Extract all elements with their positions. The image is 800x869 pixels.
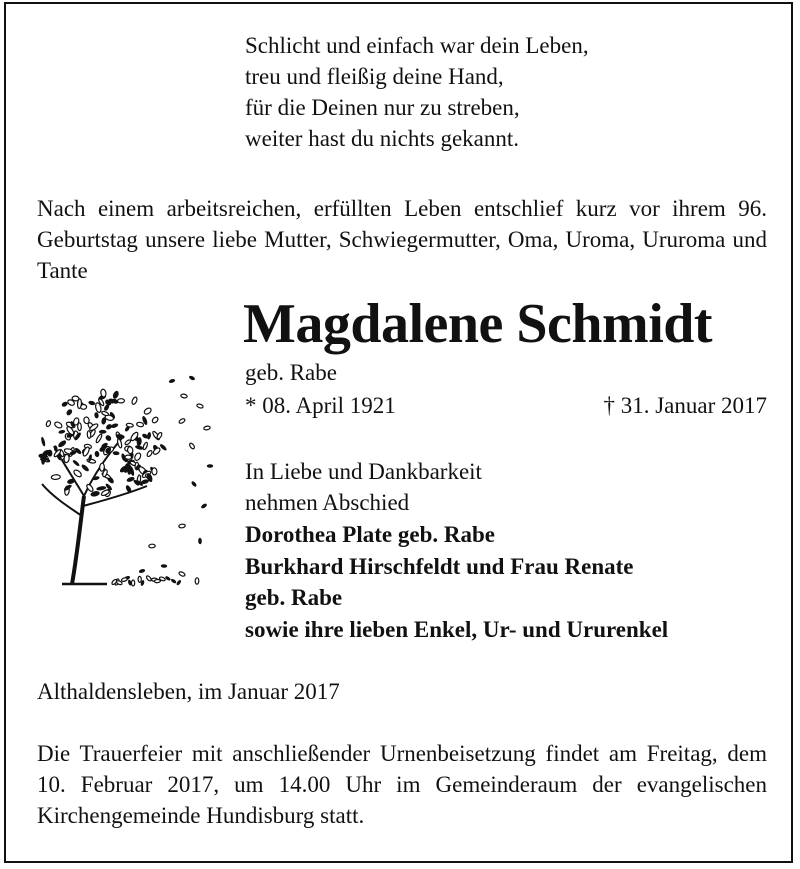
- tree-with-falling-leaves-icon: [32, 366, 217, 596]
- birth-date: * 08. April 1921: [245, 393, 396, 418]
- poem-line: für die Deinen nur zu streben,: [245, 95, 520, 120]
- intro-text: Nach einem arbeitsreichen, erfüllten Leben entschlief kurz vor ihrem 96. Geburtstag unsere liebe Mutter, Schwiegermutter, Oma, Uroma, Ururoma und Tante: [37, 196, 767, 283]
- farewell-line: In Liebe und Dankbarkeit: [245, 459, 482, 484]
- poem-line: weiter hast du nichts gekannt.: [245, 126, 520, 151]
- place-date: Althaldensleben, im Januar 2017: [37, 679, 340, 704]
- deceased-name: Magdalene Schmidt: [243, 293, 713, 355]
- mourner-line: sowie ihre lieben Enkel, Ur- und Ururenkel: [245, 616, 669, 642]
- poem-line: Schlicht und einfach war dein Leben,: [245, 33, 589, 58]
- death-date: † 31. Januar 2017: [603, 393, 767, 418]
- farewell-line: nehmen Abschied: [245, 490, 410, 515]
- farewell-text: [245, 456, 482, 518]
- maiden-name: geb. Rabe: [245, 360, 337, 385]
- poem-line: treu und fleißig deine Hand,: [245, 64, 504, 89]
- funeral-notice: Die Trauerfeier mit anschließender Urnenbeisetzung findet am Freitag, dem 10. Februar 2017, um 14.00 Uhr im Gemeinderaum der evangelischen Kirchengemeinde Hundisburg statt.: [37, 741, 767, 828]
- mourner-line: Burkhard Hirschfeldt und Frau Renate: [245, 553, 634, 579]
- mourner-line: geb. Rabe: [245, 585, 343, 610]
- poem: [245, 30, 589, 154]
- mourners-list: [245, 519, 668, 645]
- mourner-line: Dorothea Plate geb. Rabe: [245, 522, 495, 547]
